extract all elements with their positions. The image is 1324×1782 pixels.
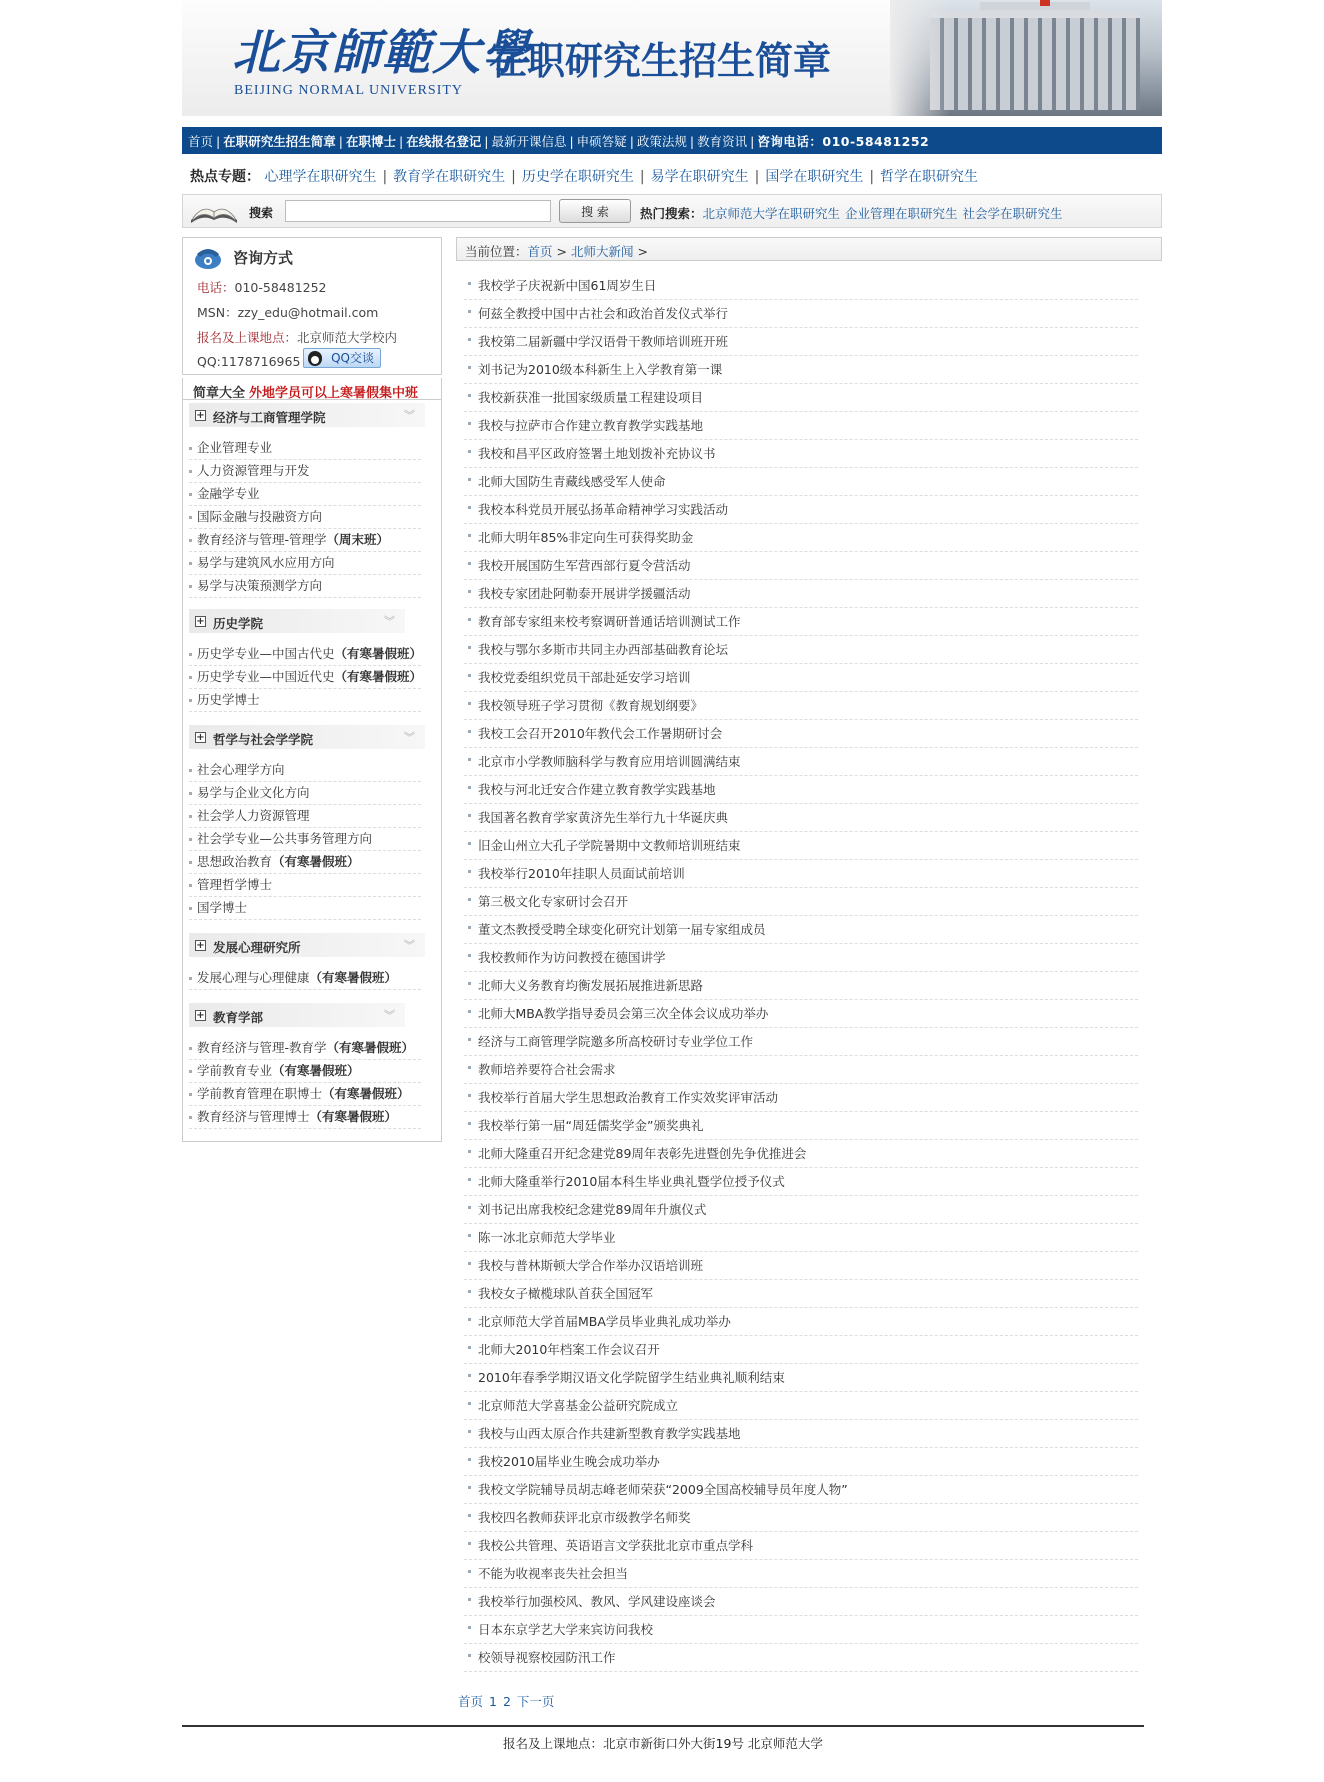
news-item[interactable]: 我校开展国防生军营西部行夏令营活动 [464,552,1138,580]
news-item[interactable]: 北京师范大学喜基金公益研究院成立 [464,1392,1138,1420]
news-item[interactable]: 北师大2010年档案工作会议召开 [464,1336,1138,1364]
category-philosophy[interactable]: + 哲学与社会学学院 ︾ [189,725,425,749]
university-logo-english: BEIJING NORMAL UNIVERSITY [234,83,464,98]
pager-first[interactable]: 首页 [458,1694,484,1709]
major-item[interactable]: 企业管理专业 [189,437,421,460]
search-button[interactable]: 搜 索 [559,199,631,223]
major-item[interactable]: 教育经济与管理-管理学（周末班） [189,529,421,552]
chapters-box [182,378,442,1142]
news-item[interactable]: 日本东京学艺大学来宾访问我校 [464,1616,1138,1644]
hot-topic-link[interactable]: 哲学在职研究生 [880,169,979,185]
major-item[interactable]: 国际金融与投融资方向 [189,506,421,529]
news-item[interactable]: 何兹全教授中国中古社会和政治首发仪式举行 [464,300,1138,328]
hot-search-link[interactable]: 企业管理在职研究生 [845,206,958,221]
qq-chat-button[interactable]: QQ交谈 [303,348,381,368]
category-education[interactable]: + 教育学部 ︾ [189,1003,405,1027]
major-item[interactable]: 社会学人力资源管理 [189,805,421,828]
major-item[interactable]: 学前教育管理在职博士（有寒暑假班） [189,1083,421,1106]
major-item[interactable]: 易学与企业文化方向 [189,782,421,805]
nav-policies[interactable]: 政策法规 [636,134,687,149]
news-item[interactable]: 北师大明年85%非定向生可获得奖助金 [464,524,1138,552]
nav-admission-guide[interactable]: 在职研究生招生简章 [223,134,336,149]
pager-page-1[interactable]: 1 [489,1694,497,1709]
telephone-icon [193,244,223,270]
news-item[interactable]: 我校举行首届大学生思想政治教育工作实效奖评审活动 [464,1084,1138,1112]
expand-icon: + [196,1010,205,1021]
chevron-down-icon: ︾ [404,409,415,422]
major-item[interactable]: 历史学博士 [189,689,421,712]
major-item[interactable]: 历史学专业—中国近代史（有寒暑假班） [189,666,421,689]
news-item[interactable]: 我校与河北迁安合作建立教育教学实践基地 [464,776,1138,804]
chevron-down-icon: ︾ [404,939,415,952]
major-item[interactable]: 易学与决策预测学方向 [189,575,421,598]
news-item[interactable]: 北师大义务教育均衡发展拓展推进新思路 [464,972,1138,1000]
hot-search-link[interactable]: 社会学在职研究生 [962,206,1063,221]
major-item[interactable]: 人力资源管理与开发 [189,460,421,483]
news-item[interactable]: 我校新获准一批国家级质量工程建设项目 [464,384,1138,412]
hot-topic-link[interactable]: 心理学在职研究生 [264,169,377,185]
news-item[interactable]: 我校2010届毕业生晚会成功举办 [464,1448,1138,1476]
news-item[interactable]: 校领导视察校园防汛工作 [464,1644,1138,1672]
major-item[interactable]: 国学博士 [189,897,421,920]
news-item[interactable]: 我校党委组织党员干部赴延安学习培训 [464,664,1138,692]
news-item[interactable]: 北京师范大学首届MBA学员毕业典礼成功举办 [464,1308,1138,1336]
news-item[interactable]: 我校与普林斯顿大学合作举办汉语培训班 [464,1252,1138,1280]
pager-next[interactable]: 下一页 [516,1694,555,1709]
header-banner [182,0,1162,116]
news-item[interactable]: 我校与山西太原合作共建新型教育教学实践基地 [464,1420,1138,1448]
news-item[interactable]: 我校与拉萨市合作建立教育教学实践基地 [464,412,1138,440]
open-book-icon [189,198,239,224]
university-logo[interactable]: 北京師範大學 [232,25,533,81]
news-item[interactable]: 董文杰教授受聘全球变化研究计划第一届专家组成员 [464,916,1138,944]
news-item[interactable]: 我校公共管理、英语语言文学获批北京市重点学科 [464,1532,1138,1560]
contact-phone: 电话：010-58481252 [197,280,327,295]
nav-online-registration[interactable]: 在线报名登记 [406,134,482,149]
major-item[interactable]: 学前教育专业（有寒暑假班） [189,1060,421,1083]
hot-search-label: 热门搜索： [640,206,703,221]
breadcrumb-home[interactable]: 首页 [527,244,553,259]
news-item[interactable]: 我校举行2010年挂职人员面试前培训 [464,860,1138,888]
breadcrumb: 当前位置：首页 > 北师大新闻 > [465,244,649,259]
news-item[interactable]: 教育部专家组来校考察调研普通话培训测试工作 [464,608,1138,636]
campus-building-photo [890,0,1162,116]
banner-title: 在职研究生招生简章 [489,38,832,83]
news-item[interactable]: 2010年春季学期汉语文化学院留学生结业典礼顺利结束 [464,1364,1138,1392]
contact-box [182,237,442,375]
news-item[interactable]: 我校学子庆祝新中国61周岁生日 [464,272,1138,300]
expand-icon: + [196,410,205,421]
major-item[interactable]: 发展心理与心理健康（有寒暑假班） [189,967,421,990]
news-item[interactable]: 我校第二届新疆中学汉语骨干教师培训班开班 [464,328,1138,356]
category-economics[interactable]: + 经济与工商管理学院 ︾ [189,403,425,427]
hot-topic-link[interactable]: 国学在职研究生 [765,169,864,185]
footer-address: 报名及上课地点：北京市新街口外大街19号 北京师范大学 [503,1736,823,1751]
hot-topic-link[interactable]: 教育学在职研究生 [393,169,506,185]
news-item[interactable]: 旧金山州立大孔子学院暑期中文教师培训班结束 [464,832,1138,860]
news-item[interactable]: 北师大MBA教学指导委员会第三次全体会议成功举办 [464,1000,1138,1028]
contact-msn: MSN：zzy_edu@hotmail.com [197,305,379,320]
major-item[interactable]: 易学与建筑风水应用方向 [189,552,421,575]
chapters-title: 简章大全 外地学员可以上寒暑假集中班 [193,386,419,401]
contact-title: 咨询方式 [233,249,294,267]
hot-search [640,204,1068,222]
search-bar [182,194,1162,228]
hot-topic-link[interactable]: 历史学在职研究生 [521,169,634,185]
news-item[interactable]: 我校举行第一届“周廷儒奖学金”颁奖典礼 [464,1112,1138,1140]
search-input[interactable] [285,200,551,222]
hot-topics: 热点专题： 心理学在职研究生 | 教育学在职研究生 | 历史学在职研究生 | 易学在职研究生 | 国学在职研究生 | 哲学在职研究生 [190,169,979,185]
news-item[interactable]: 刘书记出席我校纪念建党89周年升旗仪式 [464,1196,1138,1224]
qq-penguin-icon [308,351,322,366]
major-item[interactable]: 教育经济与管理-教育学（有寒暑假班） [189,1037,421,1060]
news-item[interactable]: 我校四名教师获评北京市级教学名师奖 [464,1504,1138,1532]
news-item[interactable]: 我校和昌平区政府签署土地划拨补充协议书 [464,440,1138,468]
nav-latest-courses[interactable]: 最新开课信息 [491,134,567,149]
news-item[interactable]: 我国著名教育学家黄济先生举行九十华诞庆典 [464,804,1138,832]
contact-location: 报名及上课地点：北京师范大学校内 [197,330,398,345]
news-item[interactable]: 我校举行加强校风、教风、学风建设座谈会 [464,1588,1138,1616]
news-item[interactable]: 北师大隆重举行2010届本科生毕业典礼暨学位授予仪式 [464,1168,1138,1196]
major-item[interactable]: 历史学专业—中国古代史（有寒暑假班） [189,643,421,666]
chevron-down-icon: ︾ [384,1009,395,1022]
news-list [464,272,1138,1672]
news-item[interactable]: 我校文学院辅导员胡志峰老师荣获“2009全国高校辅导员年度人物” [464,1476,1138,1504]
news-item[interactable]: 教师培养要符合社会需求 [464,1056,1138,1084]
pager-page-2[interactable]: 2 [502,1694,511,1709]
pagination [458,1692,560,1710]
nav-faq[interactable]: 申硕答疑 [576,134,627,149]
hot-topics-label: 热点专题： [190,169,260,185]
news-item[interactable]: 不能为收视率丧失社会担当 [464,1560,1138,1588]
news-item[interactable]: 我校女子橄榄球队首获全国冠军 [464,1280,1138,1308]
hot-search-link[interactable]: 北京师范大学在职研究生 [702,206,841,221]
news-item[interactable]: 我校教师作为访问教授在德国讲学 [464,944,1138,972]
expand-icon: + [196,616,205,627]
category-psychology[interactable]: + 发展心理研究所 ︾ [189,933,425,957]
nav-home[interactable]: 首页 [188,134,214,149]
news-item[interactable]: 我校与鄂尔多斯市共同主办西部基础教育论坛 [464,636,1138,664]
nav-phd[interactable]: 在职博士 [345,134,396,149]
news-item[interactable]: 我校专家团赴阿勒泰开展讲学援疆活动 [464,580,1138,608]
expand-icon: + [196,940,205,951]
chevron-down-icon: ︾ [404,731,415,744]
major-item[interactable]: 社会学专业—公共事务管理方向 [189,828,421,851]
news-item[interactable]: 我校本科党员开展弘扬革命精神学习实践活动 [464,496,1138,524]
breadcrumb-section[interactable]: 北师大新闻 [571,244,634,259]
main-nav: 首页 | 在职研究生招生简章 | 在职博士 | 在线报名登记 | 最新开课信息 | 申硕答疑 | 政策法规 | 教育资讯 | 咨询电话：010-58481252 [182,127,1162,154]
chapters-note: 外地学员可以上寒暑假集中班 [249,386,419,401]
news-item[interactable]: 陈一冰北京师范大学毕业 [464,1224,1138,1252]
chevron-down-icon: ︾ [384,615,395,628]
major-item[interactable]: 管理哲学博士 [189,874,421,897]
nav-phone: 咨询电话：010-58481252 [757,134,930,149]
news-item[interactable]: 刘书记为2010级本科新生上入学教育第一课 [464,356,1138,384]
expand-icon: + [196,732,205,743]
contact-qq: QQ:1178716965 [197,354,301,369]
major-item[interactable]: 金融学专业 [189,483,421,506]
breadcrumb-bar [456,237,1162,261]
major-item[interactable]: 教育经济与管理博士（有寒暑假班） [189,1106,421,1129]
footer-divider [182,1725,1144,1727]
major-item[interactable]: 社会心理学方向 [189,759,421,782]
major-item[interactable]: 思想政治教育（有寒暑假班） [189,851,421,874]
news-item[interactable]: 第三极文化专家研讨会召开 [464,888,1138,916]
nav-education-news[interactable]: 教育资讯 [697,134,748,149]
news-item[interactable]: 我校工会召开2010年教代会工作暑期研讨会 [464,720,1138,748]
news-item[interactable]: 北师大国防生青藏线感受军人使命 [464,468,1138,496]
news-item[interactable]: 北师大隆重召开纪念建党89周年表彰先进暨创先争优推进会 [464,1140,1138,1168]
category-history[interactable]: + 历史学院 ︾ [189,609,405,633]
hot-topic-link[interactable]: 易学在职研究生 [650,169,749,185]
news-item[interactable]: 我校领导班子学习贯彻《教育规划纲要》 [464,692,1138,720]
news-item[interactable]: 经济与工商管理学院邀多所高校研讨专业学位工作 [464,1028,1138,1056]
search-label: 搜索 [249,206,274,220]
news-item[interactable]: 北京市小学教师脑科学与教育应用培训圆满结束 [464,748,1138,776]
